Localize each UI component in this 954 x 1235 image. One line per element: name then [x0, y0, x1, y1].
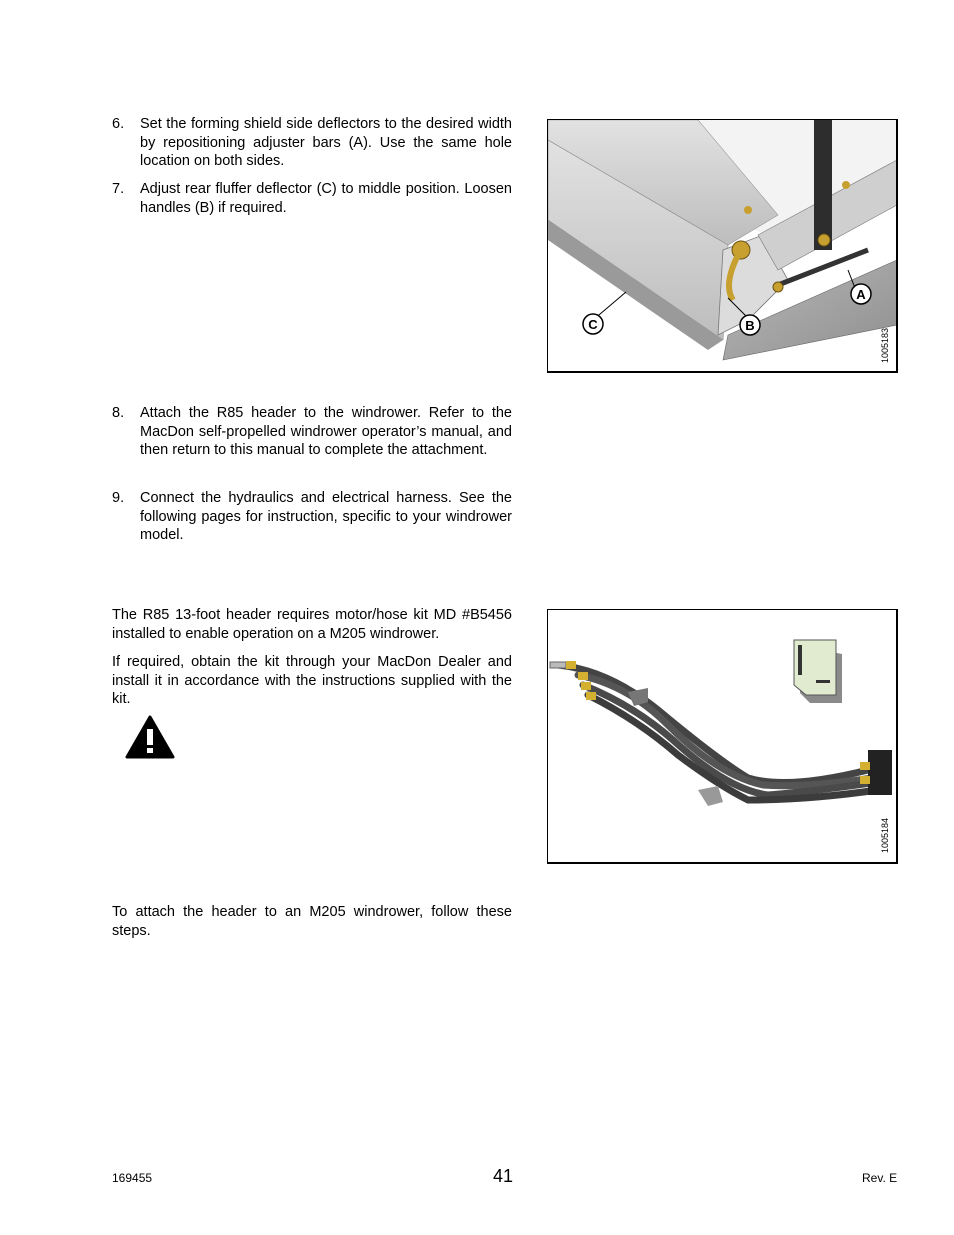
step-number: 9.	[112, 490, 125, 506]
kit-obtain-paragraph: If required, obtain the kit through your MacDon Dealer and install it in accordance with the instructions supplied with the kit.	[112, 654, 512, 707]
hose-kit-illustration	[548, 610, 897, 862]
figure-deflector-adjustment	[547, 119, 898, 373]
callout-label: B	[745, 318, 755, 333]
callout-label: A	[856, 287, 866, 302]
step-number: 8.	[112, 405, 125, 421]
step-text: Set the forming shield side deflectors to the desired width by repositioning adjuster bars (A). Use the same hole location on both sides.	[140, 116, 512, 169]
footer-revision: Rev. E	[862, 1171, 898, 1185]
callout-b	[740, 315, 760, 335]
footer-page-number: 41	[493, 1166, 514, 1186]
warning-triangle-icon	[125, 715, 175, 759]
step-number: 6.	[112, 116, 125, 132]
step-number: 7.	[112, 181, 125, 197]
step-9	[112, 489, 512, 545]
step-7	[112, 180, 512, 217]
footer-doc-number: 169455	[112, 1171, 153, 1185]
kit-requirement-paragraph: The R85 13-foot header requires motor/hose kit MD #B5456 installed to enable operation on a M205 windrower.	[112, 607, 512, 642]
deflector-illustration	[548, 120, 897, 371]
step-text: Connect the hydraulics and electrical harness. See the following pages for instruction, specific to your windrower model.	[140, 490, 512, 543]
step-6	[112, 115, 512, 171]
attach-steps-intro: To attach the header to an M205 windrower, follow these steps.	[112, 904, 512, 939]
instruction-sheet-icon	[794, 640, 842, 703]
callout-label: C	[588, 317, 598, 332]
step-8	[112, 404, 512, 460]
callout-a	[851, 284, 871, 304]
step-text: Adjust rear fluffer deflector (C) to middle position. Loosen handles (B) if required.	[140, 181, 512, 216]
figure-id: 1005183	[880, 327, 890, 363]
callout-c	[583, 314, 603, 334]
step-text: Attach the R85 header to the windrower. Refer to the MacDon self-propelled windrower operator’s manual, and then return to this manual to complete the attachment.	[140, 405, 512, 458]
figure-hose-kit	[547, 609, 898, 864]
figure-id: 1005184	[880, 817, 890, 853]
